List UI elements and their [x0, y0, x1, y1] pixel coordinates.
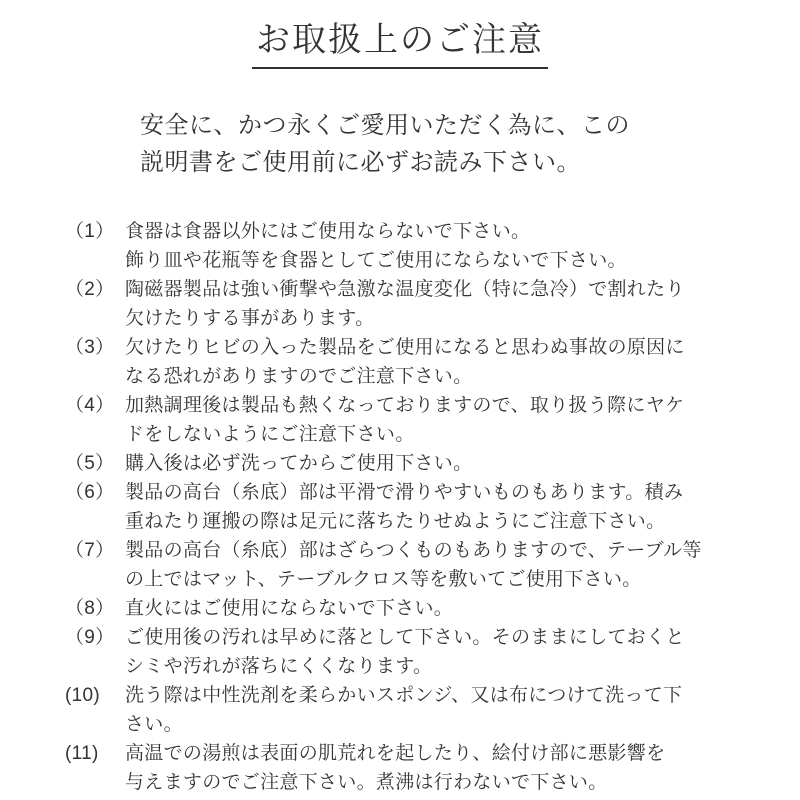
list-item-text [125, 623, 760, 681]
list-item-text [125, 449, 760, 478]
list-item [65, 478, 760, 536]
text-line: 洗う際は中性洗剤を柔らかいスポンジ、又は布につけて洗って下 [125, 684, 683, 706]
text-line: 欠けたりする事があります。 [125, 307, 375, 329]
text-line: シミや汚れが落ちにくくなります。 [125, 655, 433, 677]
text-line: ドをしないようにご注意下さい。 [125, 423, 415, 445]
text-line: 飾り皿や花瓶等を食器としてご使用にならないで下さい。 [125, 249, 627, 271]
list-item-text [125, 333, 760, 391]
intro-paragraph [140, 107, 800, 181]
list-item-text [125, 536, 760, 594]
page-title-wrap [0, 0, 800, 69]
list-item-number: （7） [65, 539, 115, 561]
list-item-number: (10) [65, 684, 100, 706]
list-item-number: （8） [65, 597, 115, 619]
list-item-text [125, 739, 760, 797]
text-line: 直火にはご使用にならないで下さい。 [125, 597, 454, 619]
list-item-text [125, 478, 760, 536]
list-item-text [125, 594, 760, 623]
list-item-number: （3） [65, 336, 115, 358]
intro-line: 説明書をご使用前に必ずお読み下さい。 [140, 148, 581, 176]
list-item [65, 739, 760, 797]
list-item-number: （4） [65, 394, 115, 416]
list-item [65, 681, 760, 739]
text-line: 重ねたり運搬の際は足元に落ちたりせぬようにご注意下さい。 [125, 510, 666, 532]
list-item [65, 623, 760, 681]
list-item-number: （1） [65, 220, 115, 242]
text-line: 高温での湯煎は表面の肌荒れを起したり、絵付け部に悪影響を [125, 742, 666, 764]
list-item-number: （5） [65, 452, 115, 474]
intro-line: 安全に、かつ永くご愛用いただく為に、この [140, 111, 630, 139]
text-line: 製品の高台（糸底）部はざらつくものもありますので、テーブル等 [125, 539, 702, 561]
text-line: 欠けたりヒビの入った製品をご使用になると思わぬ事故の原因に [125, 336, 685, 358]
list-item [65, 217, 760, 275]
list-item [65, 333, 760, 391]
text-line: の上ではマット、テーブルクロス等を敷いてご使用下さい。 [125, 568, 642, 590]
list-item [65, 536, 760, 594]
text-line: さい。 [125, 713, 183, 735]
text-line: 陶磁器製品は強い衝撃や急激な温度変化（特に急冷）で割れたり [125, 278, 685, 300]
text-line: 購入後は必ず洗ってからご使用下さい。 [125, 452, 473, 474]
list-item [65, 449, 760, 478]
text-line: なる恐れがありますのでご注意下さい。 [125, 365, 473, 387]
text-line: 食器は食器以外にはご使用ならないで下さい。 [125, 220, 531, 242]
text-line: 与えますのでご注意下さい。煮沸は行わないで下さい。 [125, 771, 608, 793]
list-item-number: （2） [65, 278, 115, 300]
list-item-text [125, 391, 760, 449]
list-item [65, 275, 760, 333]
list-item [65, 391, 760, 449]
list-item-text [125, 217, 760, 275]
list-item-number: (11) [65, 742, 99, 764]
text-line: 加熱調理後は製品も熱くなっておりますので、取り扱う際にヤケ [125, 394, 685, 416]
list-item [65, 594, 760, 623]
text-line: 製品の高台（糸底）部は平滑で滑りやすいものもあります。積み [125, 481, 684, 503]
page-title: お取扱上のご注意 [252, 20, 548, 69]
list-item-number: （6） [65, 481, 115, 503]
text-line: ご使用後の汚れは早めに落として下さい。そのままにしておくと [125, 626, 685, 648]
list-item-number: （9） [65, 626, 115, 648]
notice-list [65, 217, 760, 797]
list-item-text [125, 681, 760, 739]
list-item-text [125, 275, 760, 333]
